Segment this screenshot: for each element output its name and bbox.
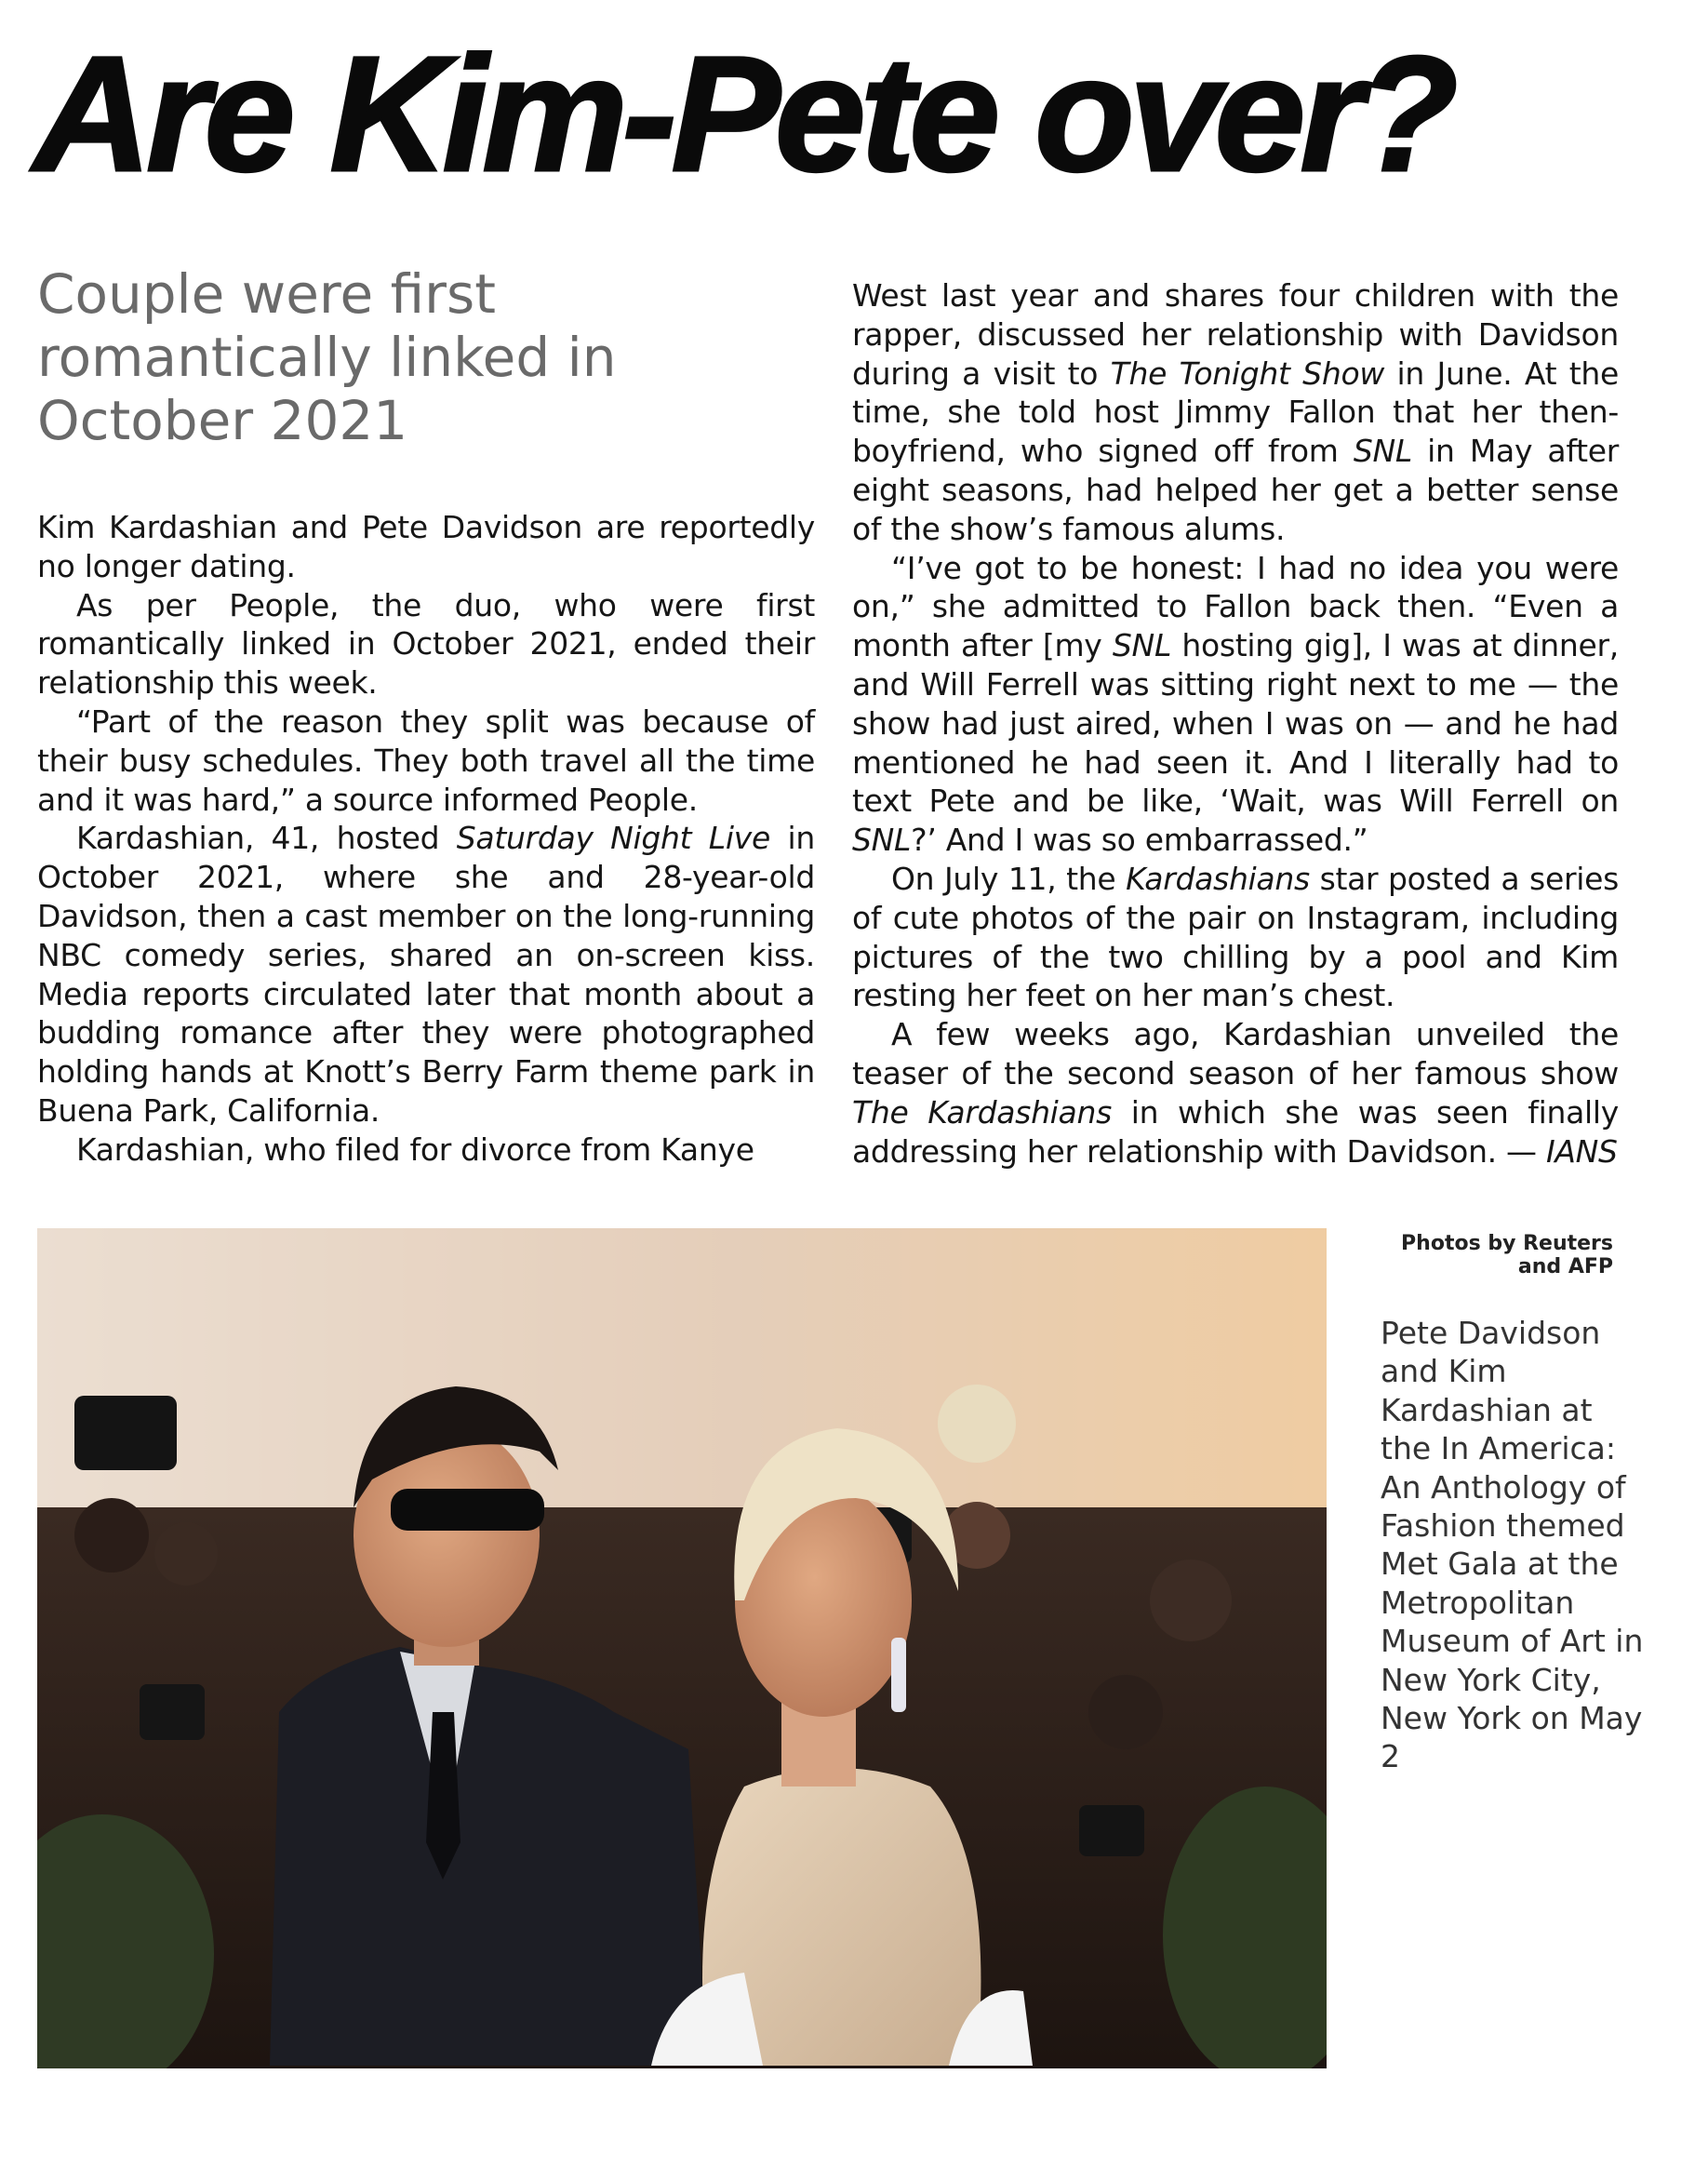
body-paragraph: Kardashian, who filed for divorce from Kanye (76, 1131, 754, 1168)
earring-icon (891, 1638, 906, 1712)
photo-curtain (37, 1228, 1327, 1535)
article-column-right (852, 276, 1619, 1171)
photo-illustration (37, 1228, 1327, 2068)
body-paragraph: West last year and shares four children with the rapper, discussed her relationship with Davidson during a visit to The Tonight Show in June. At the time, she told host Jimmy Fallon that her then-boyfriend, who signed off from SNL in May after eight seasons, had helped her get a better sense of the show’s famous alums. (852, 277, 1619, 547)
standfirst: Couple were first romantically linked in October 2021 (37, 262, 617, 452)
photographer-head (1088, 1675, 1163, 1749)
photo-credit: Photos by Reuters and AFP (1401, 1232, 1613, 1278)
woman-bun (938, 1385, 1016, 1463)
photographer-head (154, 1522, 218, 1586)
body-paragraph: “I’ve got to be honest: I had no idea you were on,” she admitted to Fallon back then. “Even a month after [my SNL hosting gig], I was at dinner, and Will Ferrell was sitting right next to me — the show had just aired, when I was on — and he had mentioned he had seen it. And I literally had to text Pete and be like, ‘Wait, was Will Ferrell on SNL?’ And I was so embarrassed.” (852, 549, 1619, 859)
camera-icon (1079, 1805, 1144, 1856)
met-gala-photo (37, 1228, 1327, 2068)
headline: Are Kim-Pete over? (33, 23, 1453, 206)
body-paragraph: Kardashian, 41, hosted Saturday Night Live in October 2021, where she and 28-year-old Davidson, then a cast member on the long-running NBC comedy series, shared an on-screen kiss. Media reports circulated later that month about a budding romance after they were photographed holding hands at Knott’s Berry Farm theme park in Buena Park, California. (37, 820, 815, 1129)
article-column-left (37, 508, 815, 1170)
camera-icon (140, 1684, 205, 1740)
camera-icon (74, 1396, 177, 1470)
photographer-head (1150, 1559, 1232, 1641)
photo-caption: Pete Davidson and Kim Kardashian at the In America: An Anthology of Fashion themed Met Gala at the Metropolitan Museum of Art in New York City, New York on May 2 (1381, 1315, 1644, 1775)
body-paragraph: “Part of the reason they split was because of their busy schedules. They both travel all the time and it was hard,” a source informed People. (37, 703, 815, 818)
photographer-head (74, 1498, 149, 1572)
sunglasses-icon (391, 1489, 544, 1531)
body-paragraph: As per People, the duo, who were first romantically linked in October 2021, ended their relationship this week. (37, 586, 815, 702)
body-paragraph: Kim Kardashian and Pete Davidson are reportedly no longer dating. (37, 509, 815, 584)
body-paragraph: A few weeks ago, Kardashian unveiled the teaser of the second season of her famous show The Kardashians in which she was seen finally addressing her relationship with Davidson. — IANS (852, 1016, 1619, 1170)
body-paragraph: On July 11, the Kardashians star posted a series of cute photos of the pair on Instagram, including pictures of the two chilling by a pool and Kim resting her feet on her man’s chest. (852, 860, 1619, 1014)
